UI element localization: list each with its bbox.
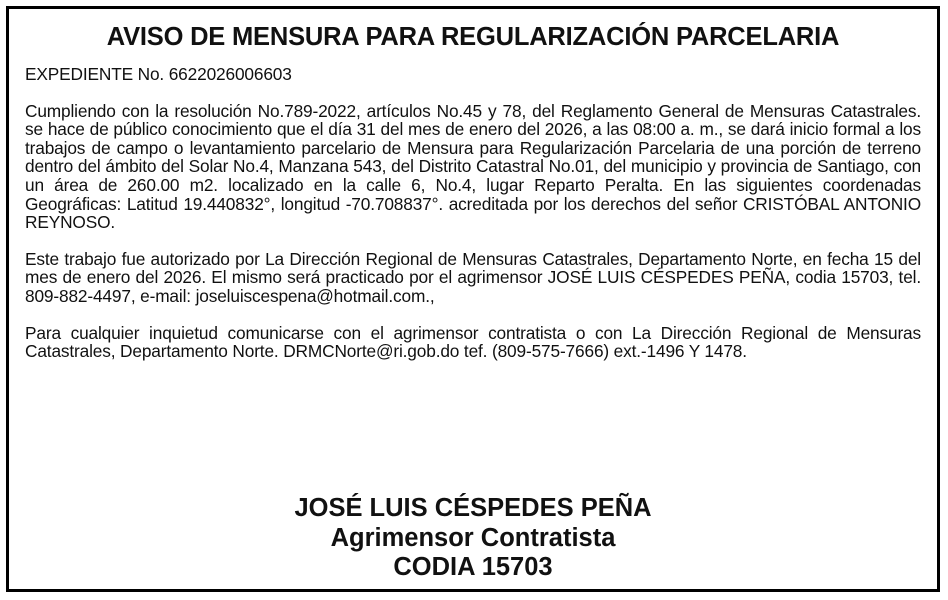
expediente-number: EXPEDIENTE No. 6622026006603 xyxy=(25,64,292,84)
signature-codia: CODIA 15703 xyxy=(393,553,553,581)
paragraph-contact: Para cualquier inquietud comunicarse con el agrimensor contratista o con La Dirección Regional de Mensuras Catastrales, Departamento Norte. DRMCNorte@ri.gob.do tef. (809-575-7666) ext.-1496 Y 1478. xyxy=(25,322,921,362)
notice-title: AVISO DE MENSURA PARA REGULARIZACIÓN PARCELARIA xyxy=(106,23,840,51)
signature-name: JOSÉ LUIS CÉSPEDES PEÑA xyxy=(294,494,652,522)
notice-frame xyxy=(6,6,940,592)
signature-role: Agrimensor Contratista xyxy=(330,523,616,552)
paragraph-resolution: Cumpliendo con la resolución No.789-2022, artículos No.45 y 78, del Reglamento General de Mensuras Catastrales. se hace de público conocimiento que el día 31 del mes de enero del 2026, a las 08:00 a. m., se dará inicio formal a los trabajos de campo o levantamiento parcelario de Mensura para Regularización Parcelaria de una porción de terreno dentro del ámbito del Solar No.4, Manzana 543, del Distrito Catastral No.01, del municipio y provincia de Santiago, con un área de 260.00 m2. localizado en la calle 6, No.4, lugar Reparto Peralta. En las siguientes coordenadas Geográficas: Latitud 19.440832°, longitud -70.708837°. acreditada por los derechos del señor CRISTÓBAL ANTONIO REYNOSO. xyxy=(25,100,921,233)
signature-block xyxy=(9,494,937,583)
paragraph-authorization: Este trabajo fue autorizado por La Dirección Regional de Mensuras Catastrales, Departamento Norte, en fecha 15 del mes de enero del 2026. El mismo será practicado por el agrimensor JOSÉ LUIS CÉSPEDES PEÑA, codia 15703, tel. 809-882-4497, e-mail: joseluiscespena@hotmail.com., xyxy=(25,248,921,306)
